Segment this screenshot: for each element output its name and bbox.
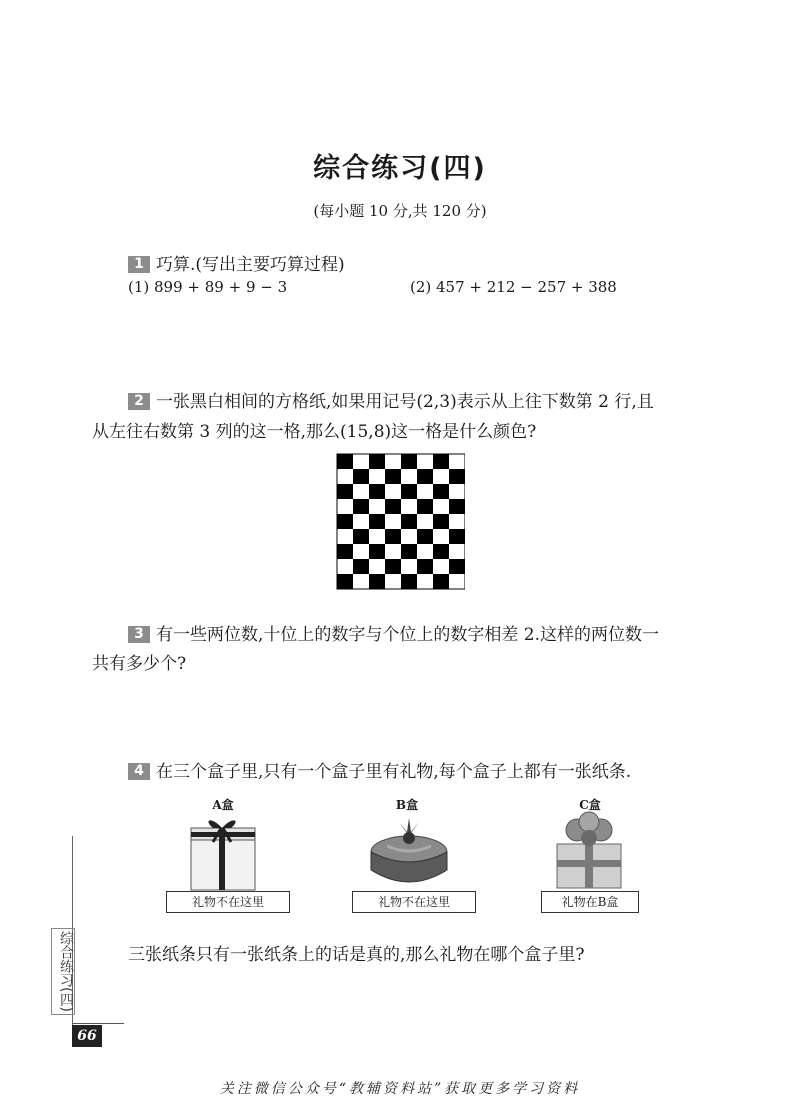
gift-box-a-image: [183, 812, 263, 892]
question-text-line-1: 一张黑白相间的方格纸,如果用记号(2,3)表示从上往下数第 2 行,且: [156, 392, 654, 412]
checker-cell-black: [369, 574, 385, 589]
question-4: [128, 757, 631, 782]
question-number-badge: 2: [128, 393, 150, 410]
checker-cell-black: [433, 544, 449, 559]
checker-cell-black: [433, 514, 449, 529]
checker-cell-black: [369, 514, 385, 529]
checker-cell-black: [353, 529, 369, 544]
box-a-note: 礼物不在这里: [166, 891, 290, 913]
checker-cell-black: [353, 499, 369, 514]
gift-box-c-image: [551, 810, 627, 890]
checker-cell-black: [337, 574, 353, 589]
side-section-label: 综合练习(四): [51, 928, 75, 1015]
checker-cell-black: [417, 559, 433, 574]
checker-cell-black: [449, 559, 465, 574]
checker-cell-black: [385, 559, 401, 574]
checker-cell-black: [337, 454, 353, 469]
checker-cell-black: [401, 514, 417, 529]
box-b-note: 礼物不在这里: [352, 891, 476, 913]
box-c-label: C盒: [579, 798, 601, 812]
question-3-line-2: 共有多少个?: [92, 654, 187, 674]
checker-cell-black: [385, 499, 401, 514]
footer-watermark: 关注微信公众号“教辅资料站”获取更多学习资料: [219, 1081, 581, 1097]
question-2: [128, 387, 654, 412]
question-2-line-2: 从左往右数第 3 列的这一格,那么(15,8)这一格是什么颜色?: [92, 422, 537, 442]
page-title: 综合练习(四): [313, 153, 487, 184]
checker-cell-black: [417, 469, 433, 484]
checker-cell-black: [337, 544, 353, 559]
question-number-badge: 4: [128, 763, 150, 780]
page-subtitle: (每小题 10 分,共 120 分): [313, 202, 487, 220]
checker-cell-black: [369, 544, 385, 559]
question-text-line-1: 有一些两位数,十位上的数字与个位上的数字相差 2.这样的两位数一: [156, 625, 660, 645]
checker-cell-black: [369, 484, 385, 499]
box-a-label: A盒: [212, 798, 234, 812]
q1-part-1: (1) 899 + 89 + 9 − 3: [128, 278, 288, 296]
checker-cell-black: [401, 574, 417, 589]
q1-part-2: (2) 457 + 212 − 257 + 388: [410, 278, 617, 296]
checker-cell-black: [433, 574, 449, 589]
checker-cell-black: [353, 469, 369, 484]
checker-cell-black: [337, 484, 353, 499]
checker-cell-black: [449, 469, 465, 484]
question-1: [128, 250, 345, 275]
checker-cell-black: [401, 484, 417, 499]
question-4-followup: 三张纸条只有一张纸条上的话是真的,那么礼物在哪个盒子里?: [128, 945, 585, 965]
checker-cell-black: [385, 469, 401, 484]
checker-cell-black: [449, 499, 465, 514]
question-3: [128, 620, 659, 645]
checker-cell-black: [369, 454, 385, 469]
question-number-badge: 3: [128, 626, 150, 643]
box-c-note: 礼物在B盒: [541, 891, 639, 913]
checkerboard-figure: [335, 452, 465, 592]
checker-cell-black: [401, 454, 417, 469]
checker-cell-black: [417, 529, 433, 544]
box-b-label: B盒: [395, 798, 419, 812]
question-text: 巧算.(写出主要巧算过程): [156, 255, 345, 275]
checker-cell-black: [337, 514, 353, 529]
gift-box-b-image: [367, 812, 451, 890]
checker-cell-black: [449, 529, 465, 544]
page-number-rule: [72, 1023, 124, 1024]
question-text: 在三个盒子里,只有一个盒子里有礼物,每个盒子上都有一张纸条.: [156, 762, 632, 782]
checker-cell-black: [401, 544, 417, 559]
checker-cell-black: [385, 529, 401, 544]
question-number-badge: 1: [128, 256, 150, 273]
page-number: 66: [72, 1025, 102, 1047]
checker-cell-black: [353, 559, 369, 574]
checker-cell-black: [417, 499, 433, 514]
checker-cell-black: [433, 484, 449, 499]
checker-cell-black: [433, 454, 449, 469]
